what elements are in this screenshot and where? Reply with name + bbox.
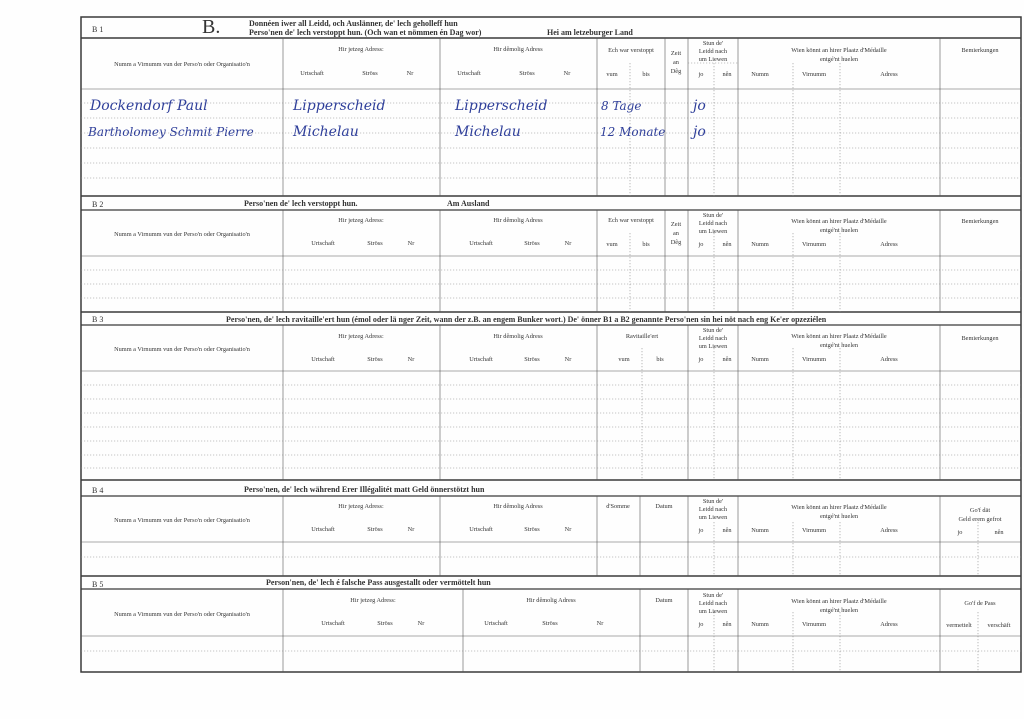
b2-saved2: Leidd nach: [698, 220, 728, 227]
b3-yes: jo: [698, 356, 704, 363]
b3-to: bis: [656, 356, 664, 363]
b3-from: vum: [618, 356, 630, 363]
b5-locality: Urtschaft: [321, 620, 345, 627]
b1-saved1: Stun de': [702, 40, 724, 47]
b2-name-col: Numm a Virnumm vun der Perso'n oder Organisatio'n: [114, 231, 250, 238]
b1-last-name: Virnumm: [801, 71, 827, 78]
b4-medal1: Wien könnt an hirer Plaatz d'Médaille: [791, 504, 887, 511]
b1-time1: Zeit: [670, 50, 682, 57]
section-b3: [81, 315, 1021, 480]
b4-medal2: entgé'nt huelen: [819, 513, 859, 520]
b3-saved2: Leidd nach: [698, 335, 728, 342]
b1-entry-2: [87, 124, 706, 140]
b3-code: B 3: [92, 315, 104, 324]
section-b4: [81, 485, 1021, 576]
b3-number: Nr: [407, 356, 415, 363]
b4-street: Ströss: [367, 526, 383, 533]
b5-first-name: Numm: [751, 621, 769, 628]
b5-date: Datum: [655, 597, 673, 604]
b2-rows: [81, 270, 1021, 298]
b4-saved3: um Liewen: [698, 514, 728, 521]
b1-remarks: Bemierkungen: [961, 47, 999, 54]
b2-locality: Urtschaft: [311, 240, 335, 247]
section-b2: [81, 199, 1021, 312]
b1-title-line2: Perso'nen de' lech verstoppt hun. (Och wan et nömmen én Dag wor): [249, 28, 482, 37]
b5-street: Ströss: [377, 620, 393, 627]
b3-current-address: Hir jetzeg Adress:: [338, 333, 384, 340]
b5-number: Nr: [417, 620, 425, 627]
b2-prev-street: Ströss: [524, 240, 540, 247]
b5-saved2: Leidd nach: [698, 600, 728, 607]
b5-last-name: Virnumm: [801, 621, 827, 628]
b2-title: Perso'nen de' lech verstoppt hun.: [244, 199, 358, 208]
b1-time3: Dêg: [670, 68, 682, 75]
b4-yes: jo: [698, 527, 704, 534]
b1-address: Adress: [880, 71, 898, 78]
b3-address: Adress: [880, 356, 898, 363]
b1-medal1: Wien könnt an hirer Plaatz d'Médaille: [791, 47, 887, 54]
b2-code: B 2: [92, 200, 104, 209]
entry1-duration: 8 Tage: [601, 99, 642, 113]
b2-previous-address: Hir dêmolig Adress: [493, 217, 543, 224]
b5-medal1: Wien könnt an hirer Plaatz d'Médaille: [791, 598, 887, 605]
b2-number: Nr: [407, 240, 415, 247]
form-frame: [81, 17, 1021, 672]
b2-time2: an: [673, 230, 679, 237]
b2-place: Am Ausland: [447, 199, 490, 208]
b1-first-name: Numm: [751, 71, 769, 78]
b3-medal2: entgé'nt huelen: [819, 342, 859, 349]
b2-last-name: Virnumm: [801, 241, 827, 248]
b3-prev-locality: Urtschaft: [469, 356, 493, 363]
b1-medal2: entgé'nt huelen: [819, 56, 859, 63]
b1-previous-address: Hir dêmolig Adress: [493, 46, 543, 53]
b5-address: Adress: [880, 621, 898, 628]
b1-title-line1: Donnéen iwer all Leidd, och Auslänner, de' lech geholleff hun: [249, 19, 458, 28]
b2-time1: Zeit: [670, 221, 682, 228]
entry2-previous-place: Michelau: [455, 124, 521, 140]
b1-number: Nr: [406, 70, 414, 77]
b2-columns: [283, 210, 940, 312]
b3-prev-street: Ströss: [524, 356, 540, 363]
b1-place: Hei am letzeburger Land: [547, 28, 633, 37]
b2-to: bis: [642, 241, 650, 248]
b4-title: Perso'nen, de' lech während Erer Illégalitét matt Geld önnerstötzt hun: [244, 485, 485, 494]
b5-prev-locality: Urtschaft: [484, 620, 508, 627]
b5-saved3: um Liewen: [698, 608, 728, 615]
b1-yes: jo: [698, 71, 704, 78]
b5-prev-street: Ströss: [542, 620, 558, 627]
b4-no: nên: [722, 527, 732, 534]
b2-first-name: Numm: [751, 241, 769, 248]
b4-money2: Geld erem gefrot: [958, 516, 1002, 523]
b4-saved1: Stun de': [702, 498, 724, 505]
b3-name-col: Numm a Virnumm vun der Perso'n oder Organisatio'n: [114, 346, 250, 353]
b1-name-col: Numm a Virnumm vun der Perso'n oder Organisatio'n: [114, 61, 250, 68]
b3-remarks: Bemierkungen: [961, 335, 999, 342]
b2-saved3: um Liewen: [698, 228, 728, 235]
b4-locality: Urtschaft: [311, 526, 335, 533]
entry2-saved: jo: [693, 124, 706, 140]
b1-code: B 1: [92, 25, 104, 34]
b1-prev-street: Ströss: [519, 70, 535, 77]
b4-date: Datum: [655, 503, 673, 510]
b5-no: nên: [722, 621, 732, 628]
entry1-name: Dockendorf Paul: [90, 98, 208, 114]
entry2-name: Bartholomey Schmit Pierre: [88, 125, 254, 139]
b5-prev-number: Nr: [596, 620, 604, 627]
b1-locality: Urtschaft: [300, 70, 324, 77]
b1-prev-number: Nr: [563, 70, 571, 77]
b3-last-name: Virnumm: [801, 356, 827, 363]
b4-number: Nr: [407, 526, 415, 533]
b3-saved1: Stun de': [702, 327, 724, 334]
b3-medal1: Wien könnt an hirer Plaatz d'Médaille: [791, 333, 887, 340]
b2-hidden: Ech war verstoppt: [608, 217, 654, 224]
entry2-current-place: Michelau: [293, 124, 359, 140]
b1-saved3: um Liewen: [698, 56, 728, 63]
b5-yes: jo: [698, 621, 704, 628]
entry2-duration: 12 Monate: [600, 125, 666, 139]
b2-street: Ströss: [367, 240, 383, 247]
b3-no: nên: [722, 356, 732, 363]
b1-hidden: Ech war verstoppt: [608, 47, 654, 54]
b4-prev-number: Nr: [564, 526, 572, 533]
b5-name-col: Numm a Virnumm vun der Perso'n oder Organisatio'n: [114, 611, 250, 618]
entry1-previous-place: Lipperscheid: [455, 98, 548, 114]
b1-current-address: Hir jetzeg Adress:: [338, 46, 384, 53]
b3-saved3: um Liewen: [698, 343, 728, 350]
b2-no: nên: [722, 241, 732, 248]
b4-saved2: Leidd nach: [698, 506, 728, 513]
b4-yes2: jo: [957, 529, 963, 536]
section-b5: [81, 578, 1021, 672]
b5-current-address: Hir jetzeg Adress:: [350, 597, 396, 604]
b3-previous-address: Hir dêmolig Adress: [493, 333, 543, 340]
b2-from: vum: [606, 241, 618, 248]
b5-previous-address: Hir dêmolig Adress: [526, 597, 576, 604]
b5-pass: Go'f de Pass: [964, 600, 996, 607]
b4-first-name: Numm: [751, 527, 769, 534]
b4-prev-street: Ströss: [524, 526, 540, 533]
b3-title: Perso'nen, de' lech ravitaille'ert hun (émol oder lä nger Zeit, wann der z.B. an engem Bunker wort.) De' önner B1 a B2 genannte Perso'nen sin hei nöt nach eng Ke'er opzeziélen: [226, 315, 827, 324]
b1-prev-locality: Urtschaft: [457, 70, 481, 77]
b2-prev-locality: Urtschaft: [469, 240, 493, 247]
form-letter: B.: [202, 16, 221, 38]
b4-sum: d'Somme: [606, 503, 630, 510]
b4-previous-address: Hir dêmolig Adress: [493, 503, 543, 510]
b3-street: Ströss: [367, 356, 383, 363]
b1-rows: [81, 103, 1021, 178]
b1-saved2: Leidd nach: [698, 48, 728, 55]
b1-entry-1: [89, 98, 706, 114]
b4-current-address: Hir jetzeg Adress:: [338, 503, 384, 510]
b4-name-col: Numm a Virnumm vun der Perso'n oder Organisatio'n: [114, 517, 250, 524]
b2-saved1: Stun de': [702, 212, 724, 219]
b3-prev-number: Nr: [564, 356, 572, 363]
b4-money1: Go'f dät: [969, 507, 991, 514]
b3-rows: [81, 385, 1021, 468]
b2-current-address: Hir jetzeg Adress:: [338, 217, 384, 224]
b1-street: Ströss: [362, 70, 378, 77]
b1-no: nên: [722, 71, 732, 78]
b5-saved1: Stun de': [702, 592, 724, 599]
b2-yes: jo: [698, 241, 704, 248]
b4-code: B 4: [92, 486, 104, 495]
b2-address: Adress: [880, 241, 898, 248]
b5-mediated: vermettelt: [946, 622, 972, 629]
b4-no2: nên: [994, 529, 1004, 536]
b1-to: bis: [642, 71, 650, 78]
b5-code: B 5: [92, 580, 104, 589]
b5-medal2: entgé'nt huelen: [819, 607, 859, 614]
b2-medal1: Wien könnt an hirer Plaatz d'Médaille: [791, 218, 887, 225]
b5-title: Person'nen, de' lech é falsche Pass ausgestallt oder vermöttelt hun: [266, 578, 491, 587]
b4-prev-locality: Urtschaft: [469, 526, 493, 533]
b1-time2: an: [673, 59, 679, 66]
b4-address: Adress: [880, 527, 898, 534]
entry1-saved: jo: [693, 98, 706, 114]
b3-locality: Urtschaft: [311, 356, 335, 363]
b4-last-name: Virnumm: [801, 527, 827, 534]
section-b1: [81, 16, 1021, 196]
entry1-current-place: Lipperscheid: [293, 98, 386, 114]
b3-provisioned: Ravitaille'ert: [625, 333, 659, 340]
b2-medal2: entgé'nt huelen: [819, 227, 859, 234]
b3-first-name: Numm: [751, 356, 769, 363]
b5-made: verschäft: [987, 622, 1011, 629]
b2-prev-number: Nr: [564, 240, 572, 247]
b2-time3: Dêg: [670, 239, 682, 246]
b2-remarks: Bemierkungen: [961, 218, 999, 225]
b1-from: vum: [606, 71, 618, 78]
